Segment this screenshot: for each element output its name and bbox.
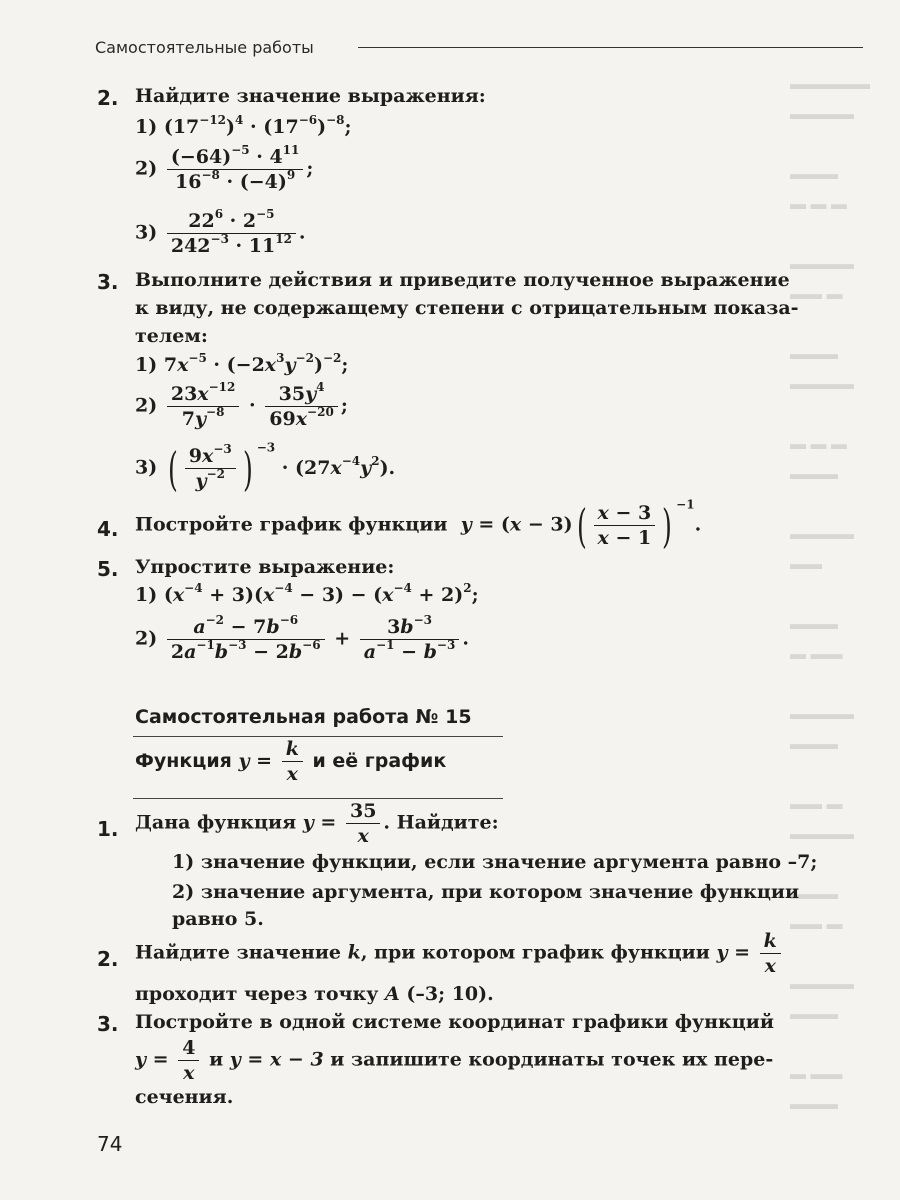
fraction: [167, 380, 240, 430]
math-expression: y = (x − 3): [460, 513, 573, 536]
numerator: $3b^{-3}$: [360, 616, 460, 640]
numerator: 4: [178, 1037, 199, 1061]
item-label: 2): [135, 627, 158, 650]
task-text: , при котором график функции: [360, 941, 710, 964]
task-text: Выполните действия и приведите полученное выражение: [135, 269, 790, 291]
task-text: [135, 983, 494, 1005]
task-number: 2.: [97, 86, 119, 110]
task-text: и запишите координаты точек их пере-: [330, 1048, 774, 1071]
task-number: 4.: [97, 517, 119, 541]
denominator: x − 1: [597, 527, 652, 549]
numerator: x − 3: [594, 502, 656, 526]
fraction: [360, 613, 460, 663]
task-item: [135, 207, 306, 257]
running-header: Самостоятельные работы: [95, 38, 314, 57]
fraction: [265, 380, 338, 430]
denominator: x: [764, 955, 776, 977]
fraction: [167, 143, 304, 193]
denominator: $69x^{-20}$: [269, 405, 334, 430]
punctuation: .: [462, 627, 469, 650]
fraction: [185, 442, 236, 492]
numerator: $35y^4$: [265, 383, 338, 407]
subtitle-text: Функция: [135, 750, 232, 772]
item-label: 1): [135, 354, 158, 376]
math-expression: · $(27x^{-4}y^2)$.: [281, 453, 396, 479]
task-subitem: равно 5.: [172, 908, 264, 930]
exponent: −1: [676, 497, 695, 512]
task-item: [135, 1037, 773, 1084]
task-number: 3.: [97, 270, 119, 294]
task-text: сечения.: [135, 1086, 234, 1108]
task-text: Постройте в одной системе координат графики функций: [135, 1011, 774, 1033]
denominator: x: [357, 825, 369, 847]
section-rule: [133, 736, 503, 737]
math-symbol: y =: [135, 1048, 169, 1071]
task-item: [135, 113, 352, 138]
task-text: Постройте график функции: [135, 513, 448, 536]
subtitle-text: и её график: [312, 750, 447, 772]
numerator: k: [760, 930, 781, 954]
page-number: 74: [97, 1132, 123, 1156]
task-subitem: 2) значение аргумента, при котором значение функции: [172, 881, 800, 903]
section-subtitle: [135, 738, 446, 785]
math-symbol: y =: [302, 811, 337, 834]
task-number: 2.: [97, 947, 119, 971]
math-symbol: A: [384, 983, 400, 1005]
header-rule: [358, 47, 863, 48]
section-title: Самостоятельная работа № 15: [135, 706, 472, 728]
task-text: Найдите значение: [135, 941, 342, 964]
operator: +: [334, 627, 351, 650]
numerator: $23x^{-12}$: [167, 383, 240, 407]
denominator: $2a^{-1}b^{-3} - 2b^{-6}$: [170, 638, 321, 663]
task-text: Найдите значение выражения:: [135, 85, 486, 107]
denominator: $242^{-3} \cdot 11^{12}$: [170, 232, 292, 257]
fraction: [346, 800, 380, 847]
task-item: [135, 613, 469, 663]
denominator: $y^{-2}$: [195, 467, 225, 492]
fraction: [167, 613, 325, 663]
item-label: 3): [135, 456, 158, 479]
left-paren: (: [167, 441, 178, 496]
item-label: 1): [135, 584, 158, 606]
task-text: телем:: [135, 325, 208, 347]
task-item: [135, 930, 784, 977]
fraction: [594, 502, 656, 549]
fraction: [178, 1037, 199, 1084]
right-paren: ): [662, 498, 673, 553]
task-text: Упростите выражение:: [135, 556, 395, 578]
punctuation: ;: [306, 157, 314, 180]
punctuation: ;: [340, 394, 348, 417]
numerator: $a^{-2} - 7b^{-6}$: [167, 616, 325, 640]
item-label: 3): [135, 221, 158, 244]
task-text: к виду, не содержащему степени с отрицательным показа-: [135, 297, 799, 319]
task-text: . Найдите:: [383, 811, 499, 834]
denominator: $16^{-8} \cdot (-4)^9$: [175, 168, 296, 193]
fraction: [282, 738, 303, 785]
numerator: k: [282, 738, 303, 762]
numerator: $(-64)^{-5} \cdot 4^{11}$: [167, 146, 304, 170]
task-item: [135, 497, 702, 553]
math-symbol: k: [347, 941, 361, 964]
task-text: Дана функция: [135, 811, 297, 834]
task-number: 5.: [97, 557, 119, 581]
math-symbol: y =: [716, 941, 751, 964]
math-expression: $(x^{-4} + 3)(x^{-4} - 3) - (x^{-4} + 2)^2$;: [163, 581, 479, 606]
numerator: 35: [346, 800, 380, 824]
denominator: $7y^{-8}$: [181, 405, 225, 430]
numerator: $9x^{-3}$: [185, 445, 236, 469]
denominator: $a^{-1} - b^{-3}$: [363, 638, 456, 663]
denominator: x: [183, 1062, 195, 1084]
task-item: [135, 800, 499, 847]
operator: ·: [249, 394, 256, 417]
right-paren: ): [242, 441, 253, 496]
fraction: [167, 207, 296, 257]
bleed-through-texture: ▬▬▬▬▬ ▬▬▬▬ ▬▬▬ ▬ ▬ ▬ ▬▬▬▬ ▬▬ ▬ ▬▬▬ ▬▬▬▬ ▬ ▬ ▬ ▬▬▬ ▬▬▬▬ ▬▬ ▬▬▬ ▬ ▬▬ ▬▬▬▬ ▬▬▬ ▬▬ ▬ ▬▬▬▬ ▬▬▬ ▬▬ ▬ ▬▬▬▬ ▬▬▬ ▬ ▬▬ ▬▬▬: [790, 76, 870, 1113]
task-item: [135, 581, 479, 606]
task-text: и: [209, 1048, 224, 1071]
math-symbol: y =: [238, 750, 273, 772]
point-coordinates: (–3; 10).: [406, 983, 494, 1005]
fraction: [760, 930, 781, 977]
punctuation: .: [694, 513, 702, 536]
item-label: 2): [135, 394, 158, 417]
denominator: x: [286, 763, 298, 785]
task-text: проходит через точку: [135, 983, 379, 1005]
math-expression: $7x^{-5} \cdot (-2x^3y^{-2})^{-2}$;: [163, 351, 349, 376]
left-paren: (: [576, 498, 587, 553]
section-rule: [133, 798, 503, 799]
task-item: [135, 143, 314, 193]
item-label: 2): [135, 157, 158, 180]
task-item: [135, 380, 348, 430]
task-subitem: 1) значение функции, если значение аргумента равно –7;: [172, 851, 818, 873]
task-item: 3) ( $\frac{9x^{-3}}{y^{-2}}$ ) $^{-3} \cdot (27x^{-4}y^2)$.: [135, 440, 396, 496]
item-label: 1): [135, 116, 158, 138]
task-number: 3.: [97, 1012, 119, 1036]
math-expression: y = x − 3: [229, 1048, 324, 1071]
numerator: $22^6 \cdot 2^{-5}$: [167, 210, 296, 234]
task-number: 1.: [97, 817, 119, 841]
task-item: [135, 351, 349, 376]
math-expression: $(17^{-12})^4 \cdot (17^{-6})^{-8}$;: [163, 113, 352, 138]
punctuation: .: [298, 221, 306, 244]
